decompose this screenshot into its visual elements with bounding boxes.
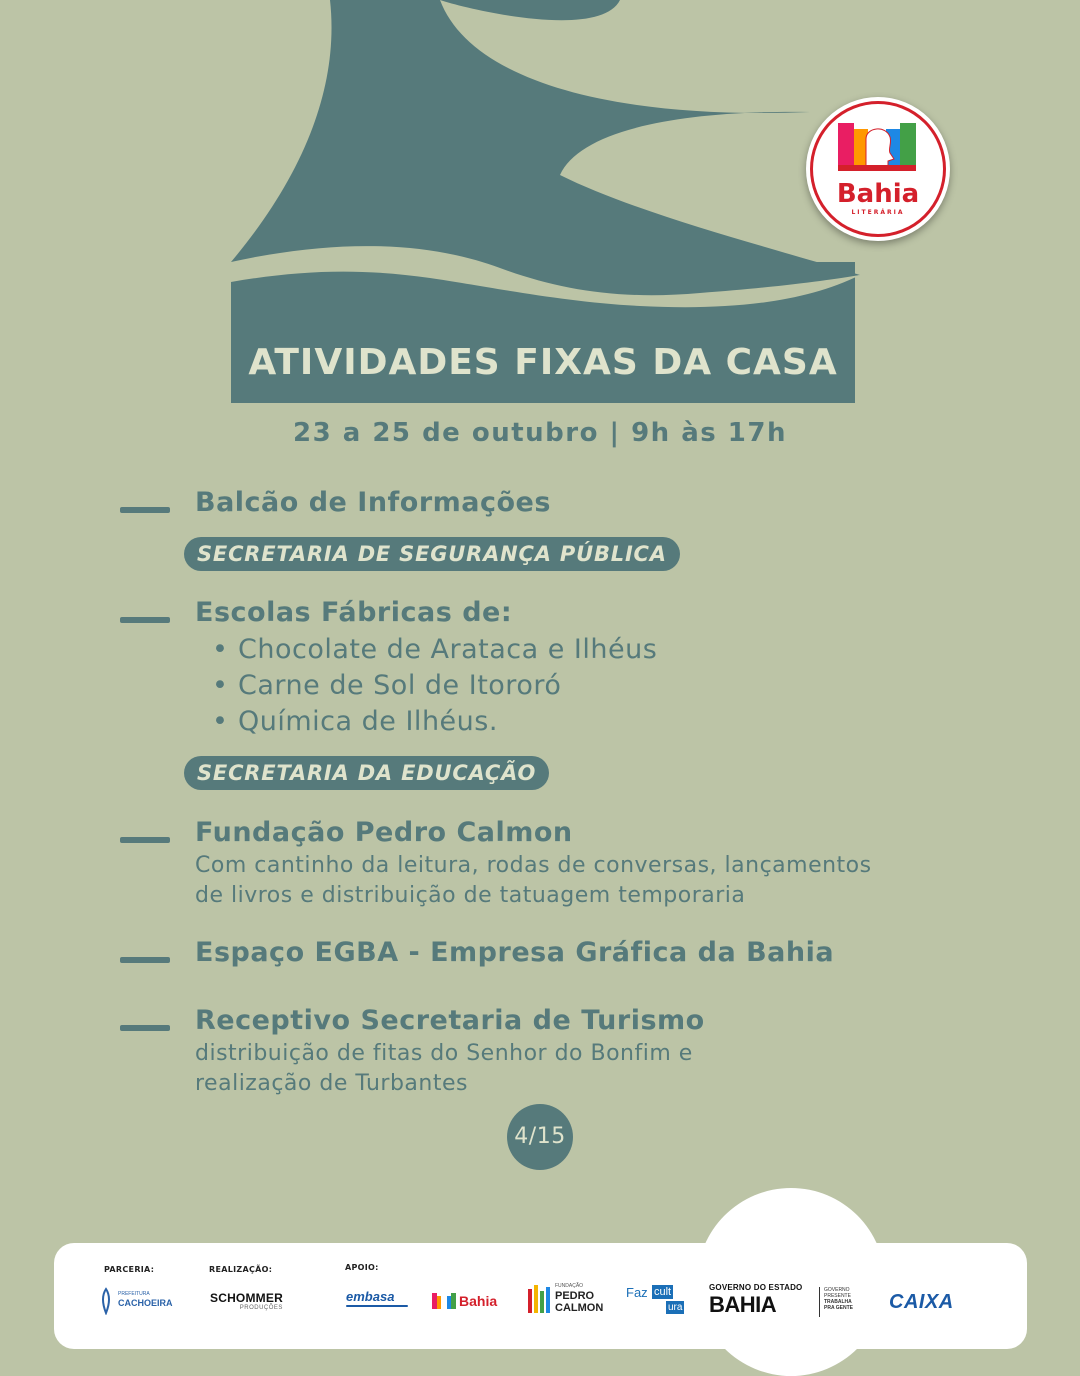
page-title: ATIVIDADES FIXAS DA CASA: [248, 342, 838, 383]
item-title: Espaço EGBA - Empresa Gráfica da Bahia: [195, 937, 835, 968]
cachoeira-logo: PREFEITURA CACHOEIRA: [98, 1287, 168, 1319]
label-apoio: APOIO:: [345, 1263, 379, 1272]
item-dash: [120, 837, 170, 843]
label-realizacao: REALIZAÇÃO:: [209, 1265, 273, 1274]
cachoeira-emblem-icon: [98, 1287, 114, 1315]
item-title: Receptivo Secretaria de Turismo: [195, 1005, 705, 1036]
item-dash: [120, 957, 170, 963]
item-title: Escolas Fábricas de:: [195, 597, 513, 628]
bahia-literaria-logo: [806, 97, 950, 241]
item-title: Fundação Pedro Calmon: [195, 817, 573, 848]
books-icon: [528, 1285, 550, 1315]
caixa-logo: CAIXA: [889, 1291, 954, 1313]
secretaria-tag: SECRETARIA DA EDUCAÇÃO: [184, 756, 549, 790]
list-item: • Chocolate de Arataca e Ilhéus: [212, 634, 658, 665]
page-indicator: 4/15: [507, 1104, 573, 1170]
book-head-icon: [836, 119, 920, 181]
list-item: • Química de Ilhéus.: [212, 706, 498, 737]
governo-bahia-logo: GOVERNO DO ESTADO BAHIA GOVERNO PRESENTE TRABALHA PRA GENTE: [709, 1283, 853, 1317]
pedro-calmon-logo: FUNDAÇÃO PEDRO CALMON: [528, 1283, 608, 1317]
bahia-small-logo: Bahia: [432, 1291, 512, 1315]
label-parceria: PARCERIA:: [104, 1265, 155, 1274]
item-description: distribuição de fitas do Senhor do Bonfim e realização de Turbantes: [195, 1041, 693, 1096]
event-date: 23 a 25 de outubro | 9h às 17h: [293, 418, 787, 448]
item-title: Balcão de Informações: [195, 487, 551, 518]
list-item: • Carne de Sol de Itororó: [212, 670, 562, 701]
bullet-list: [212, 632, 657, 740]
literaria-logo-text: LITERÁRIA: [851, 209, 905, 216]
secretaria-tag: SECRETARIA DE SEGURANÇA PÚBLICA: [184, 537, 680, 571]
schommer-logo: SCHOMMER PRODUÇÕES: [210, 1291, 283, 1311]
fazcultura-logo: Faz cult ura: [626, 1285, 683, 1313]
embasa-logo: embasa: [346, 1289, 408, 1315]
sponsors-footer: [54, 1243, 1027, 1349]
item-dash: [120, 507, 170, 513]
item-description: Com cantinho da leitura, rodas de conversas, lançamentos de livros e distribuição de tatuagem temporaria: [195, 853, 872, 908]
item-dash: [120, 1025, 170, 1031]
item-dash: [120, 617, 170, 623]
bahia-logo-text: Bahia: [836, 179, 920, 209]
bahia-small-icon: [432, 1291, 456, 1311]
